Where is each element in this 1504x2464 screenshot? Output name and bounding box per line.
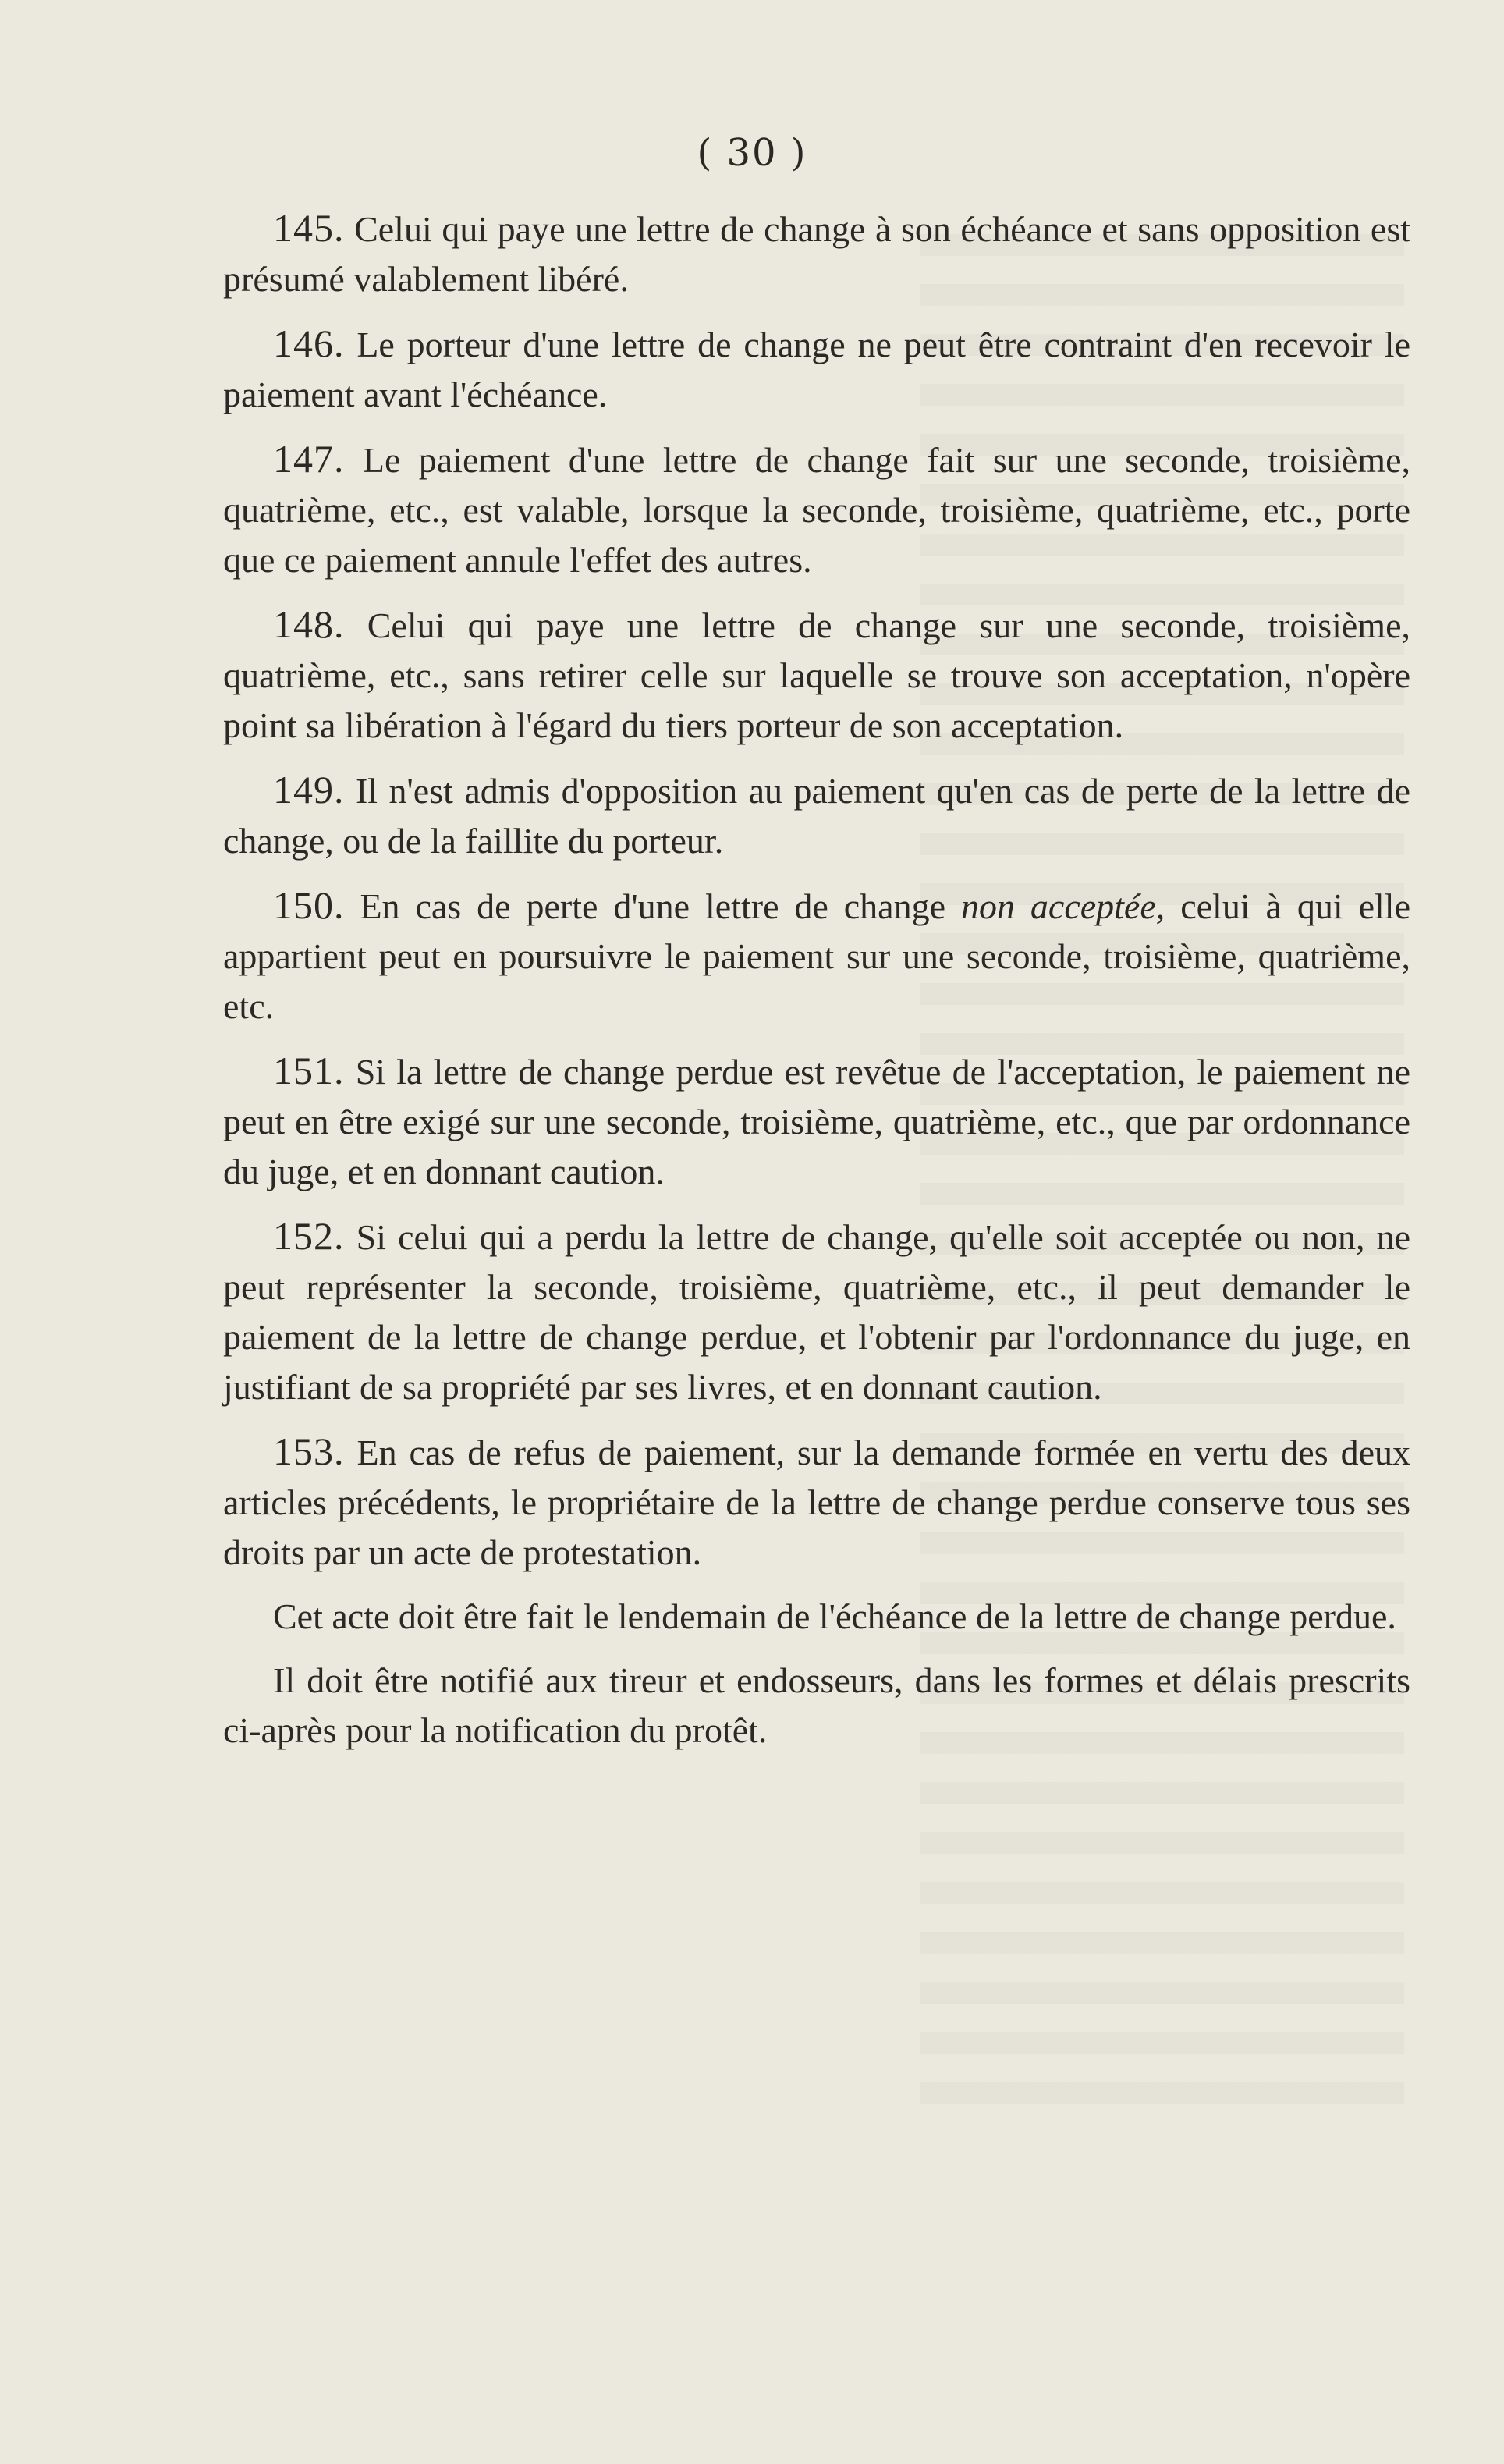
article-text-italic: non acceptée, bbox=[960, 886, 1165, 926]
article-147 bbox=[223, 434, 1410, 585]
article-149 bbox=[223, 765, 1410, 866]
article-text: Le paiement d'une lettre de change fait sur une seconde, troisième, quatrième, etc., est valable, lorsque la seconde, troisième, quatrième, etc., porte que ce paiement annule l'effet des autres. bbox=[223, 440, 1411, 580]
article-number: 148. bbox=[273, 602, 345, 646]
article-text: En cas de refus de paiement, sur la demande formée en vertu des deux articles précédents, le propriétaire de la lettre de change perdue conserve tous ses droits par un acte de protestation. bbox=[223, 1433, 1410, 1572]
article-text: Si celui qui a perdu la lettre de change, qu'elle soit acceptée ou non, ne peut représenter la seconde, troisième, quatrième, etc., il peut demander le paiement de la lettre de change perdue, et l'obtenir par l'ordonnance du juge, en justifiant de sa propriété par ses livres, et en donnant caution. bbox=[223, 1217, 1410, 1407]
page-body bbox=[223, 203, 1410, 1756]
article-text-before: En cas de perte d'une lettre de change bbox=[360, 886, 946, 926]
article-text: Celui qui paye une lettre de change à son échéance et sans opposition est présumé valablement libéré. bbox=[223, 209, 1410, 299]
continuation-paragraph: Il doit être notifié aux tireur et endosseurs, dans les formes et délais prescrits ci-après pour la notification du protêt. bbox=[223, 1660, 1410, 1750]
article-number: 146. bbox=[273, 321, 345, 365]
article-text-after: celui à qui elle appartient peut en poursuivre le paiement sur une seconde, troisième, quatrième, etc. bbox=[223, 886, 1411, 1026]
article-146 bbox=[223, 318, 1410, 420]
continuation-paragraph: Cet acte doit être fait le lendemain de l'échéance de la lettre de change perdue. bbox=[273, 1596, 1396, 1636]
article-number: 151. bbox=[273, 1049, 345, 1092]
article-text: Celui qui paye une lettre de change sur une seconde, troisième, quatrième, etc., sans retirer celle sur laquelle se trouve son acceptation, n'opère point sa libération à l'égard du tiers porteur de son acceptation. bbox=[223, 605, 1410, 745]
article-145 bbox=[223, 203, 1410, 304]
article-number: 150. bbox=[273, 883, 345, 927]
article-number: 147. bbox=[273, 437, 345, 481]
article-151 bbox=[223, 1046, 1410, 1197]
article-number: 152. bbox=[273, 1214, 345, 1258]
article-text: Il n'est admis d'opposition au paiement qu'en cas de perte de la lettre de change, ou de la faillite du porteur. bbox=[223, 771, 1411, 861]
article-number: 153. bbox=[273, 1429, 345, 1473]
article-text: Le porteur d'une lettre de change ne peut être contraint d'en recevoir le paiement avant l'échéance. bbox=[223, 325, 1411, 414]
article-number: 145. bbox=[273, 206, 345, 250]
article-148 bbox=[223, 599, 1410, 751]
article-150 bbox=[223, 880, 1410, 1031]
page-header: ( 30 ) bbox=[697, 131, 807, 175]
article-text: Si la lettre de change perdue est revêtue de l'acceptation, le paiement ne peut en être exigé sur une seconde, troisième, quatrième, etc., que par ordonnance du juge, et en donnant caution. bbox=[223, 1052, 1410, 1191]
article-153 bbox=[223, 1426, 1410, 1578]
article-number: 149. bbox=[273, 768, 345, 811]
article-152 bbox=[223, 1211, 1410, 1412]
